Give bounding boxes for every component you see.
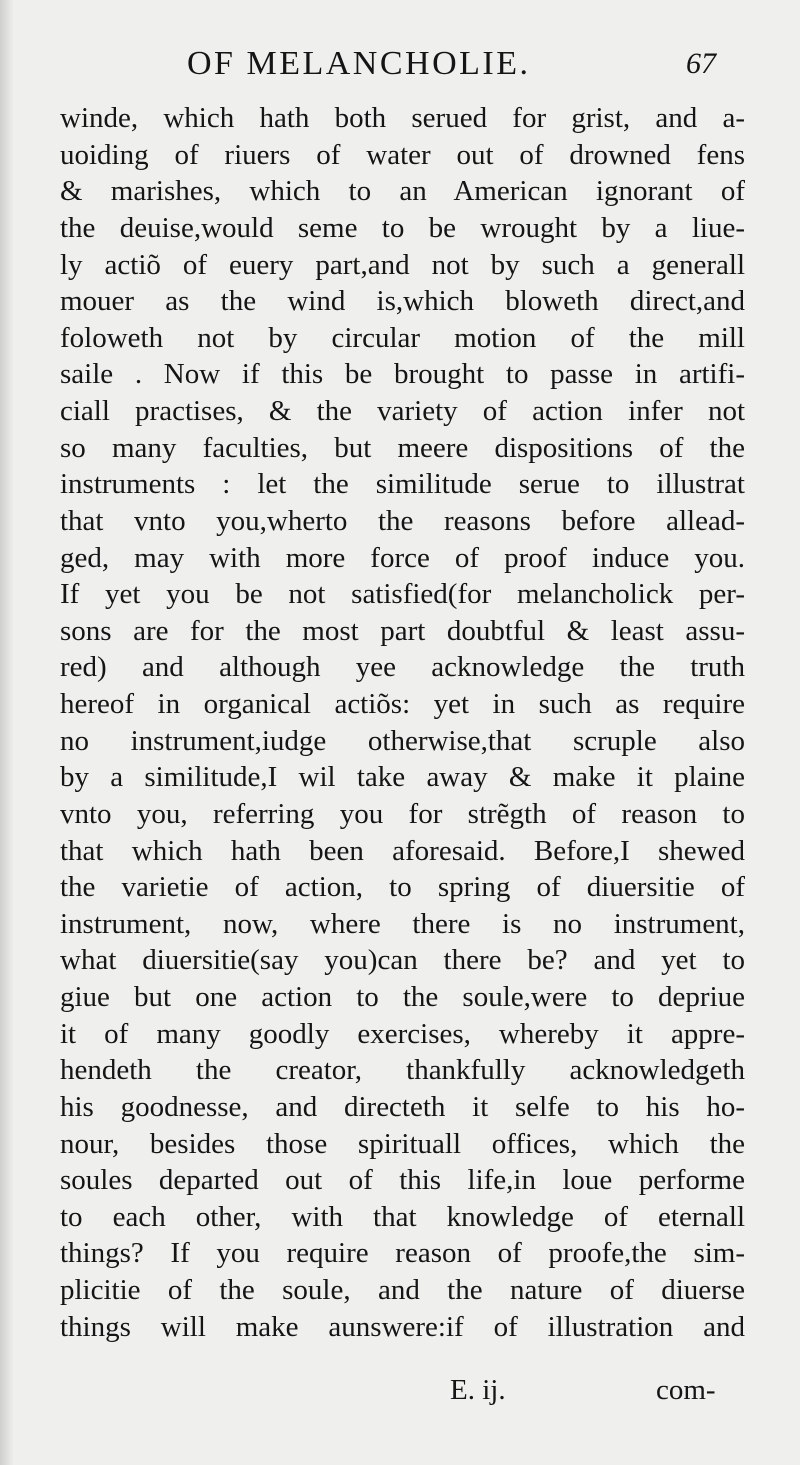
text-line: the varietie of action, to spring of diuersitie of bbox=[60, 871, 745, 904]
text-line: plicitie of the soule, and the nature of diuerse bbox=[60, 1274, 745, 1306]
text-line: foloweth not by circular motion of the mill bbox=[60, 321, 745, 354]
text-line: ly actiõ of euery part,and not by such a generall bbox=[60, 248, 745, 281]
text-line: instruments : let the similitude serue to illustrat bbox=[60, 468, 745, 501]
text-line: by a similitude,I wil take away & make it plaine bbox=[60, 761, 745, 794]
text-line: mouer as the wind is,which bloweth direct,and bbox=[60, 285, 745, 318]
text-line: his goodnesse, and directeth it selfe to his ho- bbox=[60, 1090, 745, 1123]
text-line: the deuise,would seme to be wrought by a liue- bbox=[60, 211, 745, 244]
page-header bbox=[0, 42, 800, 88]
text-line: giue but one action to the soule,were to depriue bbox=[60, 981, 745, 1013]
text-line: nour, besides those spirituall offices, which the bbox=[60, 1127, 745, 1160]
text-line: red) and although yee acknowledge the truth bbox=[60, 651, 745, 684]
page-footer bbox=[0, 1370, 800, 1410]
text-line: what diuersitie(say you)can there be? and yet to bbox=[60, 944, 745, 977]
text-line: sons are for the most part doubtful & least assu- bbox=[60, 614, 745, 647]
text-line: to each other, with that knowledge of eternall bbox=[60, 1200, 745, 1233]
text-line: ciall practises, & the variety of action infer not bbox=[60, 395, 745, 427]
text-line: vnto you, referring you for strẽgth of reason to bbox=[60, 797, 745, 830]
text-line: it of many goodly exercises, whereby it appre- bbox=[60, 1017, 745, 1050]
running-title: OF MELANCHOLIE. bbox=[187, 45, 531, 82]
body-text bbox=[60, 100, 745, 1345]
text-line: so many faculties, but meere dispositions of the bbox=[60, 431, 745, 464]
text-line: If yet you be not satisfied(for melancholick per- bbox=[60, 578, 745, 611]
text-line: hendeth the creator, thankfully acknowledgeth bbox=[60, 1054, 745, 1087]
text-line: uoiding of riuers of water out of drowned fens bbox=[60, 138, 745, 171]
text-line: no instrument,iudge otherwise,that scruple also bbox=[60, 724, 745, 757]
catchword: com- bbox=[656, 1374, 716, 1406]
text-line: saile . Now if this be brought to passe in artifi- bbox=[60, 358, 745, 391]
page-number: 67 bbox=[686, 47, 716, 80]
text-line: things will make aunswere:if of illustration and bbox=[60, 1310, 745, 1343]
text-line: soules departed out of this life,in loue performe bbox=[60, 1164, 745, 1197]
text-line: & marishes, which to an American ignorant of bbox=[60, 175, 745, 208]
text-line: that vnto you,wherto the reasons before allead- bbox=[60, 504, 745, 537]
text-line: things? If you require reason of proofe,the sim- bbox=[60, 1237, 745, 1270]
text-line: instrument, now, where there is no instrument, bbox=[60, 907, 745, 940]
text-line: winde, which hath both serued for grist, and a- bbox=[60, 102, 745, 134]
text-line: hereof in organical actiõs: yet in such as require bbox=[60, 688, 745, 720]
signature-mark: E. ij. bbox=[450, 1374, 506, 1406]
text-line: ged, may with more force of proof induce you. bbox=[60, 541, 745, 574]
text-line: that which hath been aforesaid. Before,I shewed bbox=[60, 834, 745, 867]
